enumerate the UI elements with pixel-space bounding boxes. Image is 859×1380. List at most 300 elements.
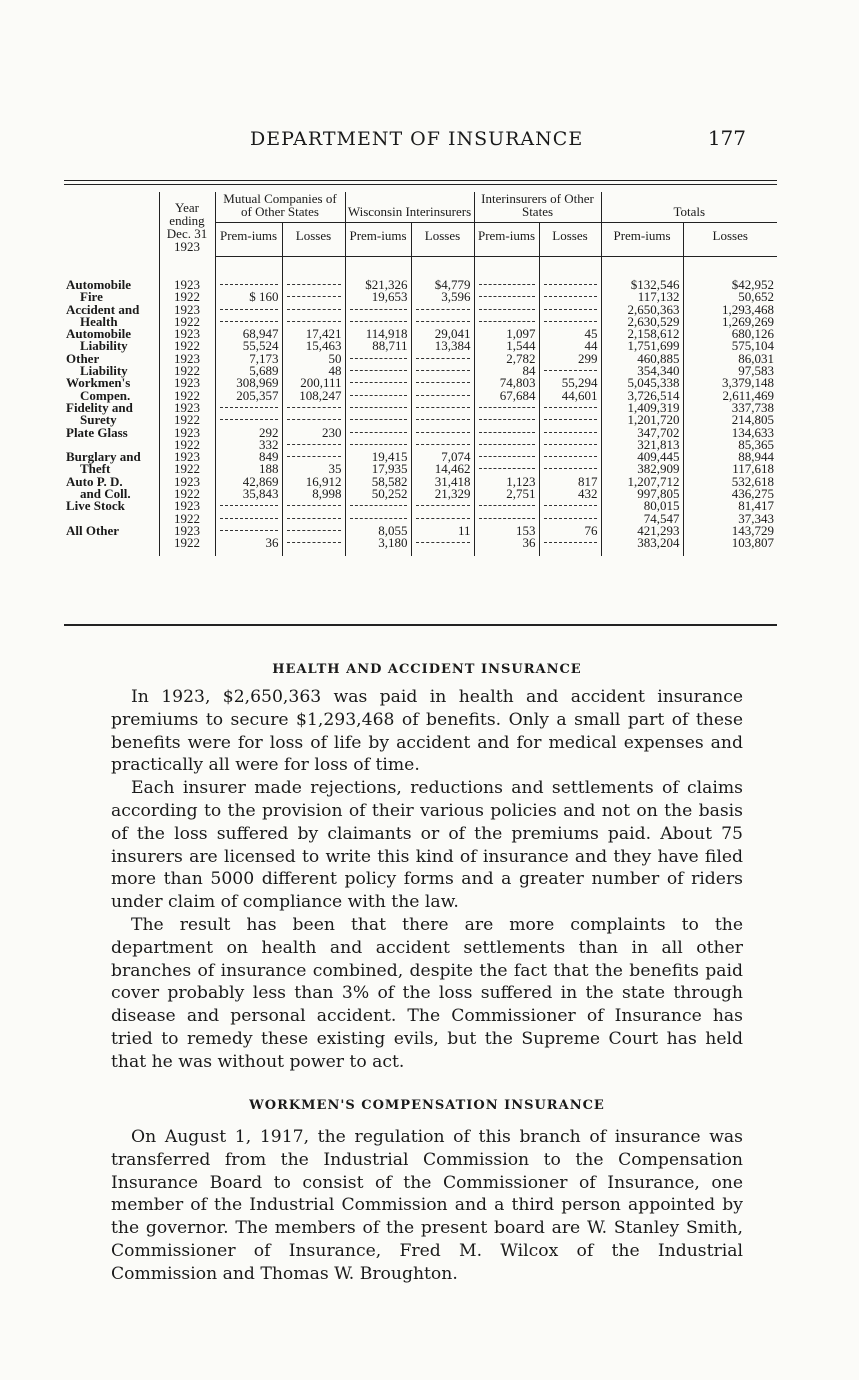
empty-dash (350, 432, 407, 433)
inter-losses-cell (539, 291, 601, 303)
empty-dash (350, 321, 407, 322)
mutual-losses-cell: 17,421 (282, 328, 345, 340)
mutual-premiums-cell (215, 513, 282, 525)
row-label: All Other (66, 522, 120, 538)
empty-dash (479, 468, 535, 469)
wis-premiums-cell: 17,935 (345, 463, 411, 475)
mutual-losses-cell (282, 439, 345, 451)
mutual-premiums-cell (215, 257, 282, 292)
inter-losses-cell: 817 (539, 476, 601, 488)
year-cell: 1922 (159, 316, 215, 328)
mutual-premiums-cell: 68,947 (215, 328, 282, 340)
total-premiums-cell: 2,650,363 (601, 304, 683, 316)
inter-losses-cell (539, 537, 601, 555)
section-heading-workmens: WORKMEN'S COMPENSATION INSURANCE (249, 1098, 605, 1113)
inter-premiums-cell: 2,782 (474, 353, 539, 365)
year-cell: 1923 (159, 451, 215, 463)
label-header (64, 192, 159, 257)
total-premiums-cell: 1,201,720 (601, 414, 683, 426)
total-losses-cell: $42,952 (683, 257, 777, 292)
total-losses-cell: 143,729 (683, 525, 777, 537)
total-losses-cell: 214,805 (683, 414, 777, 426)
section-heading-health: HEALTH AND ACCIDENT INSURANCE (272, 662, 582, 677)
wis-losses-cell (411, 537, 474, 555)
empty-dash (220, 407, 278, 408)
page-title: DEPARTMENT OF INSURANCE (250, 128, 584, 150)
empty-dash (416, 432, 470, 433)
empty-dash (287, 542, 341, 543)
wis-losses-cell: 13,384 (411, 340, 474, 352)
total-losses-cell: 37,343 (683, 513, 777, 525)
inter-premiums-cell (474, 402, 539, 414)
wis-losses-cell: 14,462 (411, 463, 474, 475)
row-label: Automobile (66, 276, 131, 292)
year-cell: 1922 (159, 537, 215, 555)
empty-dash (479, 456, 535, 457)
empty-dash (479, 309, 535, 310)
wis-premiums-cell: 3,180 (345, 537, 411, 555)
empty-dash (416, 518, 470, 519)
empty-dash (479, 518, 535, 519)
empty-dash (220, 321, 278, 322)
empty-dash (287, 530, 341, 531)
inter-losses-cell (539, 439, 601, 451)
row-label: Liability (80, 363, 128, 379)
mutual-premiums-cell: 5,689 (215, 365, 282, 377)
year-cell: 1922 (159, 513, 215, 525)
mutual-losses-cell: 16,912 (282, 476, 345, 488)
total-premiums-cell: 1,751,699 (601, 340, 683, 352)
mutual-losses-cell (282, 402, 345, 414)
empty-dash (350, 419, 407, 420)
wis-losses-cell: 31,418 (411, 476, 474, 488)
sub-header: Prem-iums (474, 223, 539, 257)
group-header-mutual: Mutual Companies of of Other States (215, 192, 345, 223)
total-losses-cell: 50,652 (683, 291, 777, 303)
total-premiums-cell: 74,547 (601, 513, 683, 525)
sub-header: Losses (683, 223, 777, 257)
empty-dash (479, 505, 535, 506)
group-header-interinsurers: Interinsurers of Other States (474, 192, 601, 223)
sub-header: Prem-iums (215, 223, 282, 257)
wis-losses-cell (411, 427, 474, 439)
row-label: Workmen's (66, 375, 131, 391)
empty-dash (287, 419, 341, 420)
empty-dash (479, 407, 535, 408)
total-premiums-cell: 321,813 (601, 439, 683, 451)
year-cell: 1923 (159, 402, 215, 414)
empty-dash (350, 395, 407, 396)
mutual-premiums-cell: 7,173 (215, 353, 282, 365)
empty-dash (479, 432, 535, 433)
mutual-losses-cell (282, 500, 345, 512)
table-row (64, 257, 777, 292)
empty-dash (350, 370, 407, 371)
paragraph: Each insurer made rejections, reductions and settlements of claims according to the provision of their various policies and not on the basis of the loss suffered by claimants or of the premiums paid. About 75 insurers are licensed to write this kind of insurance and they have filed more than 5000 different policy forms and a greater number of riders under claim of compliance with the law. (111, 778, 743, 913)
wis-premiums-cell: 58,582 (345, 476, 411, 488)
inter-losses-cell (539, 414, 601, 426)
empty-dash (416, 542, 470, 543)
wis-losses-cell: 3,596 (411, 291, 474, 303)
inter-premiums-cell: 36 (474, 537, 539, 555)
wis-premiums-cell (345, 414, 411, 426)
empty-dash (416, 419, 470, 420)
empty-dash (220, 419, 278, 420)
empty-dash (416, 395, 470, 396)
mutual-losses-cell: 230 (282, 427, 345, 439)
empty-dash (544, 468, 597, 469)
row-label: Liability (80, 338, 128, 354)
empty-dash (544, 407, 597, 408)
empty-dash (544, 370, 597, 371)
sub-header: Losses (282, 223, 345, 257)
total-premiums-cell: 80,015 (601, 500, 683, 512)
empty-dash (479, 444, 535, 445)
total-premiums-cell: 421,293 (601, 525, 683, 537)
wis-premiums-cell (345, 365, 411, 377)
mutual-premiums-cell: 188 (215, 463, 282, 475)
mutual-premiums-cell (215, 304, 282, 316)
table-body (64, 257, 777, 556)
empty-dash (220, 284, 278, 285)
total-premiums-cell: 1,207,712 (601, 476, 683, 488)
insurance-table (64, 192, 777, 556)
total-losses-cell: 103,807 (683, 537, 777, 555)
total-losses-cell: 532,618 (683, 476, 777, 488)
row-label: Automobile (66, 326, 131, 342)
total-losses-cell: 97,583 (683, 365, 777, 377)
mutual-losses-cell: 15,463 (282, 340, 345, 352)
inter-losses-cell: 44,601 (539, 390, 601, 402)
total-premiums-cell: 460,885 (601, 353, 683, 365)
wis-losses-cell (411, 377, 474, 389)
total-losses-cell: 88,944 (683, 451, 777, 463)
empty-dash (544, 505, 597, 506)
year-cell: 1922 (159, 365, 215, 377)
empty-dash (479, 296, 535, 297)
wis-premiums-cell (345, 427, 411, 439)
empty-dash (287, 505, 341, 506)
wis-losses-cell: 21,329 (411, 488, 474, 500)
inter-premiums-cell: 84 (474, 365, 539, 377)
inter-premiums-cell (474, 427, 539, 439)
year-cell: 1922 (159, 439, 215, 451)
wis-premiums-cell (345, 377, 411, 389)
empty-dash (350, 407, 407, 408)
empty-dash (544, 542, 597, 543)
inter-premiums-cell (474, 414, 539, 426)
year-cell: 1922 (159, 390, 215, 402)
empty-dash (350, 309, 407, 310)
total-premiums-cell: 2,158,612 (601, 328, 683, 340)
row-label: Live Stock (66, 498, 125, 514)
row-label: Theft (80, 461, 111, 477)
wis-losses-cell (411, 390, 474, 402)
year-cell: 1922 (159, 291, 215, 303)
row-label: and Coll. (80, 486, 131, 502)
mutual-losses-cell (282, 537, 345, 555)
empty-dash (287, 518, 341, 519)
total-premiums-cell: 2,630,529 (601, 316, 683, 328)
total-losses-cell: 81,417 (683, 500, 777, 512)
empty-dash (544, 296, 597, 297)
empty-dash (350, 358, 407, 359)
empty-dash (416, 444, 470, 445)
mutual-premiums-cell: $ 160 (215, 291, 282, 303)
section-body-health (111, 686, 743, 1074)
group-header-wisconsin: Wisconsin Interinsurers (345, 192, 474, 223)
empty-dash (416, 321, 470, 322)
inter-premiums-cell: 2,751 (474, 488, 539, 500)
empty-dash (350, 444, 407, 445)
year-cell: 1923 (159, 328, 215, 340)
total-premiums-cell: 5,045,338 (601, 377, 683, 389)
empty-dash (287, 309, 341, 310)
table-row (64, 537, 777, 555)
row-label: Fidelity and (66, 399, 133, 415)
empty-dash (220, 518, 278, 519)
inter-losses-cell (539, 402, 601, 414)
empty-dash (350, 518, 407, 519)
empty-dash (544, 444, 597, 445)
inter-premiums-cell (474, 291, 539, 303)
wis-premiums-cell: 19,653 (345, 291, 411, 303)
inter-premiums-cell (474, 439, 539, 451)
inter-premiums-cell: 1,123 (474, 476, 539, 488)
wis-losses-cell: 11 (411, 525, 474, 537)
total-losses-cell: 85,365 (683, 439, 777, 451)
total-losses-cell: 86,031 (683, 353, 777, 365)
mutual-premiums-cell: 205,357 (215, 390, 282, 402)
inter-losses-cell: 76 (539, 525, 601, 537)
empty-dash (479, 284, 535, 285)
year-cell: 1923 (159, 427, 215, 439)
inter-losses-cell (539, 257, 601, 292)
wis-premiums-cell: 114,918 (345, 328, 411, 340)
inter-losses-cell (539, 451, 601, 463)
inter-losses-cell (539, 500, 601, 512)
mutual-losses-cell: 200,111 (282, 377, 345, 389)
year-cell: 1922 (159, 340, 215, 352)
total-premiums-cell: 382,909 (601, 463, 683, 475)
year-cell: 1923 (159, 525, 215, 537)
wis-premiums-cell: $21,326 (345, 257, 411, 292)
year-cell: 1923 (159, 476, 215, 488)
year-cell: 1923 (159, 377, 215, 389)
empty-dash (350, 382, 407, 383)
mutual-losses-cell (282, 525, 345, 537)
total-losses-cell: 436,275 (683, 488, 777, 500)
empty-dash (544, 518, 597, 519)
empty-dash (544, 456, 597, 457)
wis-losses-cell (411, 402, 474, 414)
inter-losses-cell: 55,294 (539, 377, 601, 389)
empty-dash (287, 284, 341, 285)
mutual-premiums-cell: 35,843 (215, 488, 282, 500)
sub-header: Prem-iums (601, 223, 683, 257)
total-losses-cell: 1,293,468 (683, 304, 777, 316)
mutual-premiums-cell: 308,969 (215, 377, 282, 389)
wis-losses-cell: $4,779 (411, 257, 474, 292)
empty-dash (416, 382, 470, 383)
inter-losses-cell: 299 (539, 353, 601, 365)
inter-premiums-cell (474, 304, 539, 316)
total-losses-cell: 575,104 (683, 340, 777, 352)
paragraph: In 1923, $2,650,363 was paid in health and accident insurance premiums to secure $1,293,468 of benefits. Only a small part of these benefits were for loss of life by accident and for medical expenses and practically all were for loss of time. (111, 687, 743, 776)
empty-dash (479, 321, 535, 322)
year-cell: 1922 (159, 414, 215, 426)
wis-losses-cell (411, 365, 474, 377)
wis-losses-cell (411, 353, 474, 365)
paragraph: The result has been that there are more complaints to the department on health and accident settlements than in all other branches of insurance combined, despite the fact that the benefits paid cover probably less than 3% of the loss suffered in the state through disease and personal accident. The Commissioner of Insurance has tried to remedy these existing evils, but the Supreme Court has held that he was without power to act. (111, 914, 743, 1072)
row-label: Health (80, 313, 118, 329)
empty-dash (220, 309, 278, 310)
year-cell: 1923 (159, 304, 215, 316)
wis-premiums-cell: 19,415 (345, 451, 411, 463)
mutual-losses-cell: 35 (282, 463, 345, 475)
wis-premiums-cell: 50,252 (345, 488, 411, 500)
mutual-premiums-cell: 55,524 (215, 340, 282, 352)
page-header (250, 128, 760, 154)
total-losses-cell: 337,738 (683, 402, 777, 414)
paragraph: On August 1, 1917, the regulation of this branch of insurance was transferred from the Industrial Commission to the Compensation Insurance Board to consist of the Commissioner of Insurance, one member of the Industrial Commission and a third person appointed by the governor. The members of the present board are W. Stanley Smith, Commissioner of Insurance, Fred M. Wilcox of the Industrial Commission and Thomas W. Broughton. (111, 1127, 743, 1284)
total-premiums-cell: 409,445 (601, 451, 683, 463)
inter-premiums-cell: 1,544 (474, 340, 539, 352)
empty-dash (416, 370, 470, 371)
empty-dash (350, 505, 407, 506)
total-losses-cell: 117,618 (683, 463, 777, 475)
wis-premiums-cell (345, 353, 411, 365)
row-label: Accident and (66, 301, 140, 317)
empty-dash (220, 505, 278, 506)
mutual-premiums-cell: 42,869 (215, 476, 282, 488)
wis-losses-cell: 29,041 (411, 328, 474, 340)
wis-losses-cell (411, 304, 474, 316)
year-cell: 1922 (159, 488, 215, 500)
inter-premiums-cell (474, 451, 539, 463)
total-premiums-cell: 3,726,514 (601, 390, 683, 402)
mutual-premiums-cell: 292 (215, 427, 282, 439)
top-rule-second (64, 184, 777, 185)
inter-losses-cell (539, 304, 601, 316)
total-premiums-cell: 354,340 (601, 365, 683, 377)
mutual-premiums-cell (215, 402, 282, 414)
total-premiums-cell: 117,132 (601, 291, 683, 303)
table-bottom-rule (64, 624, 777, 626)
total-losses-cell: 134,633 (683, 427, 777, 439)
wis-premiums-cell (345, 304, 411, 316)
wis-premiums-cell (345, 402, 411, 414)
empty-dash (416, 505, 470, 506)
inter-premiums-cell: 153 (474, 525, 539, 537)
year-cell: 1923 (159, 500, 215, 512)
mutual-losses-cell (282, 291, 345, 303)
empty-dash (544, 321, 597, 322)
mutual-losses-cell (282, 304, 345, 316)
row-label: Auto P. D. (66, 473, 123, 489)
inter-losses-cell: 432 (539, 488, 601, 500)
row-label: Plate Glass (66, 424, 128, 440)
row-label: Compen. (80, 387, 131, 403)
wis-premiums-cell: 88,711 (345, 340, 411, 352)
empty-dash (544, 284, 597, 285)
sub-header: Prem-iums (345, 223, 411, 257)
inter-premiums-cell: 67,684 (474, 390, 539, 402)
mutual-premiums-cell: 849 (215, 451, 282, 463)
wis-losses-cell: 7,074 (411, 451, 474, 463)
mutual-premiums-cell: 36 (215, 537, 282, 555)
empty-dash (416, 407, 470, 408)
row-label: Fire (80, 289, 103, 305)
empty-dash (220, 530, 278, 531)
inter-losses-cell (539, 427, 601, 439)
empty-dash (544, 419, 597, 420)
mutual-losses-cell (282, 513, 345, 525)
row-label: Surety (80, 412, 117, 428)
top-rule (64, 180, 777, 181)
page-number: 177 (707, 126, 746, 150)
mutual-losses-cell: 48 (282, 365, 345, 377)
row-label: Burglary and (66, 449, 141, 465)
empty-dash (416, 309, 470, 310)
wis-losses-cell (411, 500, 474, 512)
inter-losses-cell: 44 (539, 340, 601, 352)
total-premiums-cell: 997,805 (601, 488, 683, 500)
mutual-losses-cell: 50 (282, 353, 345, 365)
sub-header: Losses (411, 223, 474, 257)
total-premiums-cell: $132,546 (601, 257, 683, 292)
mutual-losses-cell: 108,247 (282, 390, 345, 402)
wis-premiums-cell (345, 390, 411, 402)
inter-premiums-cell (474, 500, 539, 512)
empty-dash (287, 407, 341, 408)
total-premiums-cell: 347,702 (601, 427, 683, 439)
wis-premiums-cell: 8,055 (345, 525, 411, 537)
empty-dash (287, 296, 341, 297)
wis-losses-cell (411, 414, 474, 426)
inter-premiums-cell (474, 257, 539, 292)
total-losses-cell: 1,269,269 (683, 316, 777, 328)
mutual-losses-cell: 8,998 (282, 488, 345, 500)
empty-dash (287, 444, 341, 445)
empty-dash (544, 309, 597, 310)
group-header-totals: Totals (601, 192, 777, 223)
mutual-premiums-cell: 332 (215, 439, 282, 451)
total-premiums-cell: 1,409,319 (601, 402, 683, 414)
mutual-losses-cell (282, 257, 345, 292)
row-label (64, 537, 159, 555)
empty-dash (544, 432, 597, 433)
empty-dash (416, 358, 470, 359)
year-cell: 1923 (159, 257, 215, 292)
section-body-workmens (111, 1126, 743, 1286)
inter-premiums-cell: 1,097 (474, 328, 539, 340)
year-cell: 1922 (159, 463, 215, 475)
total-losses-cell: 2,611,469 (683, 390, 777, 402)
wis-premiums-cell (345, 500, 411, 512)
total-losses-cell: 3,379,148 (683, 377, 777, 389)
empty-dash (287, 456, 341, 457)
total-premiums-cell: 383,204 (601, 537, 683, 555)
total-losses-cell: 680,126 (683, 328, 777, 340)
inter-premiums-cell: 74,803 (474, 377, 539, 389)
year-header: Year ending Dec. 31 1923 (159, 192, 215, 257)
row-label: Other (66, 350, 100, 366)
mutual-premiums-cell (215, 500, 282, 512)
inter-losses-cell: 45 (539, 328, 601, 340)
empty-dash (479, 419, 535, 420)
empty-dash (287, 321, 341, 322)
